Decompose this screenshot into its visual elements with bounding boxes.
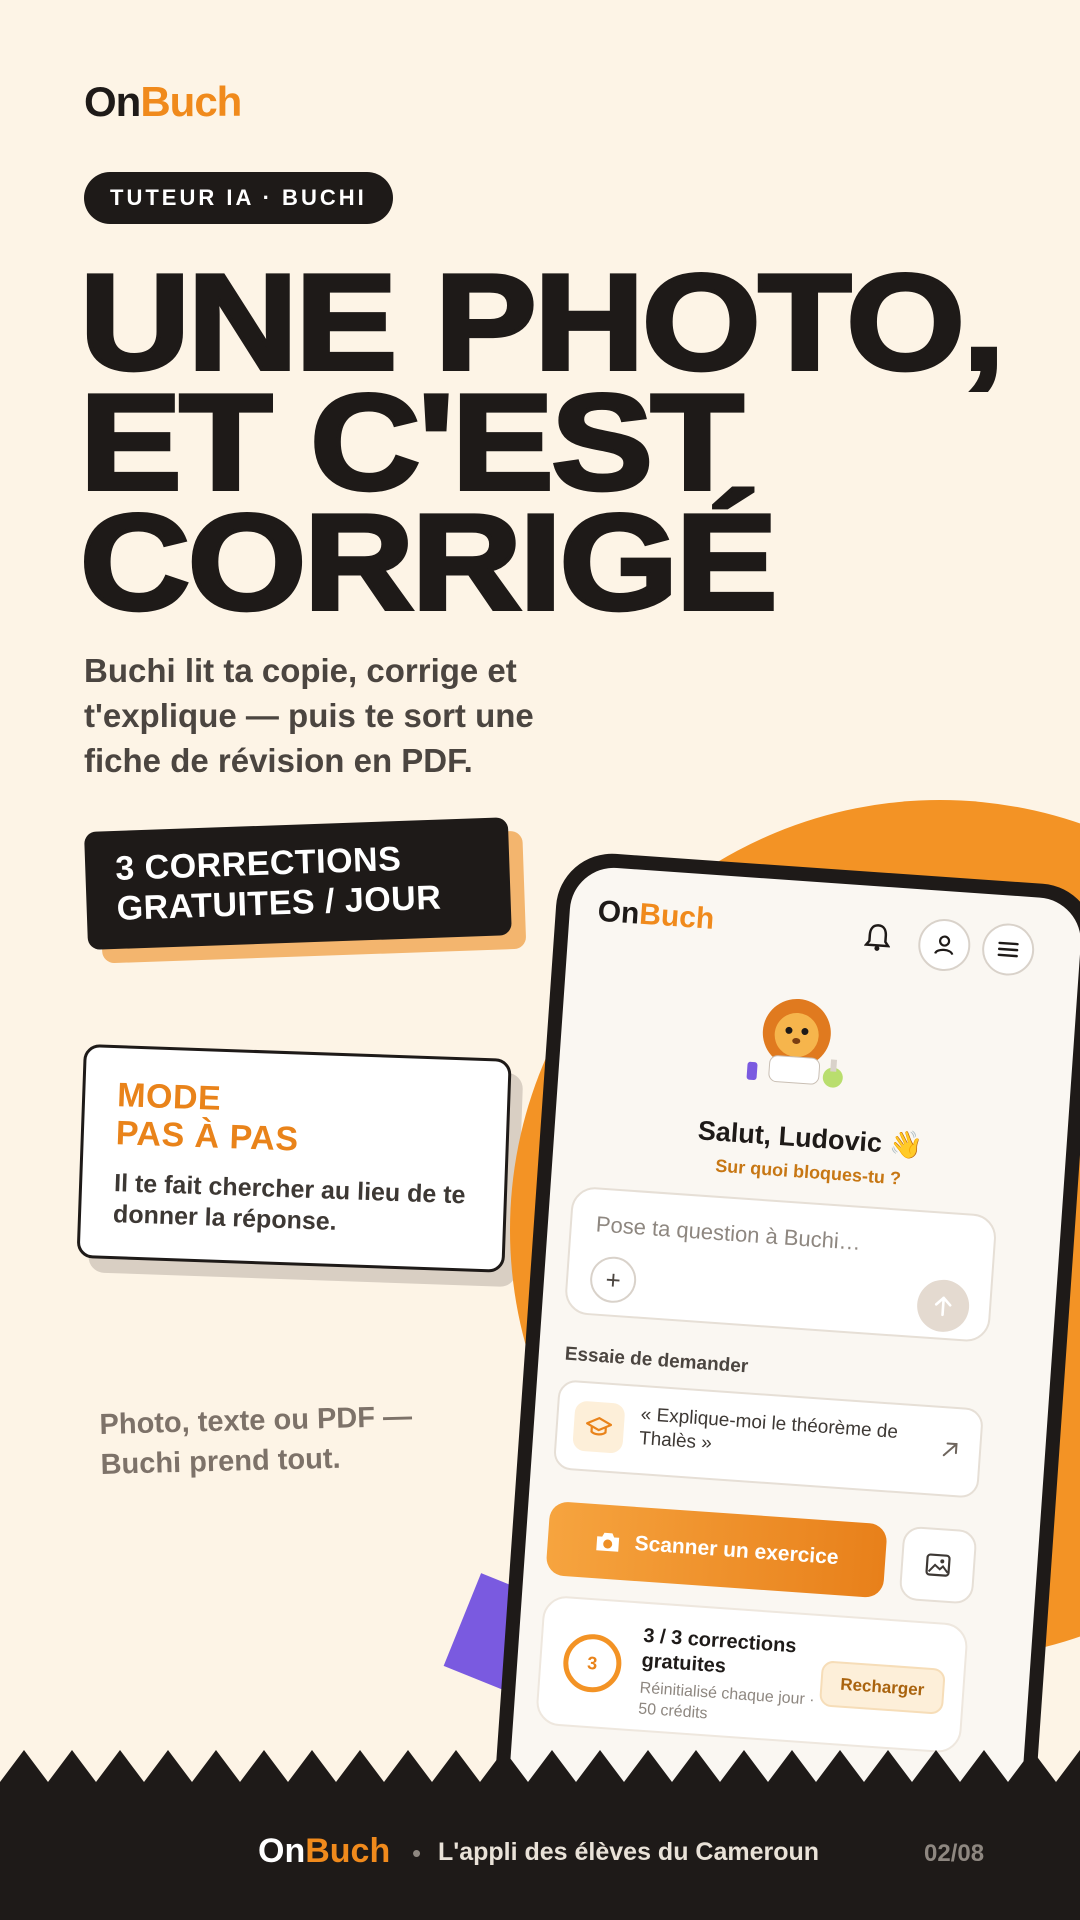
gallery-button[interactable] — [899, 1526, 978, 1605]
badge-line-2: GRATUITES / JOUR — [116, 878, 442, 928]
ask-placeholder: Pose ta question à Buchi… — [595, 1211, 862, 1255]
camera-icon — [594, 1530, 621, 1554]
menu-icon — [995, 939, 1020, 961]
lion-mascot-icon — [738, 987, 855, 1094]
mode-title-line-1: MODE — [116, 1076, 222, 1118]
footer-logo — [258, 1832, 390, 1871]
credits-subtitle: Réinitialisé chaque jour · 50 crédits — [637, 1679, 816, 1723]
graduation-cap-icon — [572, 1400, 625, 1453]
subcopy: Buchi lit ta copie, corrige et t'explique — puis te sort une fiche de révision en PDF. — [84, 652, 534, 779]
phone-logo-part1: On — [596, 894, 641, 931]
tutor-pill: TUTEUR IA · BUCHI — [84, 172, 393, 224]
badge-line-1: 3 CORRECTIONS — [114, 839, 402, 888]
suggestion-card[interactable] — [553, 1379, 984, 1498]
footer-tagline: L'appli des élèves du Cameroun — [438, 1838, 820, 1866]
footer-separator-dot: • — [412, 1838, 422, 1868]
caption: Photo, texte ou PDF — Buchi prend tout. — [99, 1400, 413, 1481]
credits-ring: 3 — [561, 1632, 623, 1694]
image-icon — [924, 1552, 952, 1578]
step-mode-card — [77, 1044, 512, 1273]
user-icon — [931, 932, 957, 958]
user-button[interactable] — [917, 917, 973, 973]
arrow-up-icon — [932, 1294, 953, 1317]
send-button[interactable] — [915, 1278, 971, 1334]
mode-card-title — [115, 1076, 475, 1164]
mode-card-text: Il te fait chercher au lieu de te donner la réponse. — [112, 1169, 466, 1236]
headline-line-3: CORRIGÉ — [80, 486, 776, 638]
headline-line-2: ET C'EST — [80, 366, 742, 518]
brand-logo-part1: On — [84, 78, 141, 125]
phone-logo — [597, 895, 716, 937]
arrow-up-right-icon — [940, 1438, 960, 1465]
footer — [0, 1750, 1080, 1920]
plus-icon[interactable]: + — [589, 1255, 638, 1304]
greeting: Salut, Ludovic 👋 — [696, 1115, 925, 1162]
mode-card-body — [77, 1044, 512, 1273]
recharge-button[interactable]: Recharger — [819, 1660, 946, 1715]
headline — [80, 246, 1003, 638]
free-corrections-badge — [84, 817, 512, 950]
brand-logo — [84, 78, 241, 126]
scan-exercise-button[interactable] — [545, 1501, 887, 1598]
greeting-subtitle: Sur quoi bloques-tu ? — [714, 1155, 902, 1189]
page-counter: 02/08 — [924, 1840, 985, 1867]
phone-logo-part2: Buch — [638, 897, 716, 936]
menu-button[interactable] — [980, 922, 1036, 978]
ask-question-input[interactable] — [564, 1186, 998, 1343]
brand-logo-part2: Buch — [140, 78, 242, 125]
headline-line-1: UNE PHOTO, — [80, 246, 1003, 398]
footer-row — [0, 1832, 1080, 1892]
mode-title-line-2: PAS À PAS — [115, 1114, 300, 1159]
footer-logo-part2: Buch — [305, 1832, 391, 1870]
scan-exercise-label: Scanner un exercice — [633, 1531, 840, 1570]
badge-body — [84, 817, 512, 950]
bell-icon[interactable] — [863, 922, 892, 961]
credits-card — [535, 1595, 969, 1754]
try-asking-label: Essaie de demander — [564, 1343, 749, 1378]
footer-logo-part1: On — [258, 1832, 306, 1870]
suggestion-text: « Explique-moi le théorème de Thalès » — [638, 1404, 899, 1455]
credits-title: 3 / 3 corrections gratuites — [640, 1624, 798, 1678]
